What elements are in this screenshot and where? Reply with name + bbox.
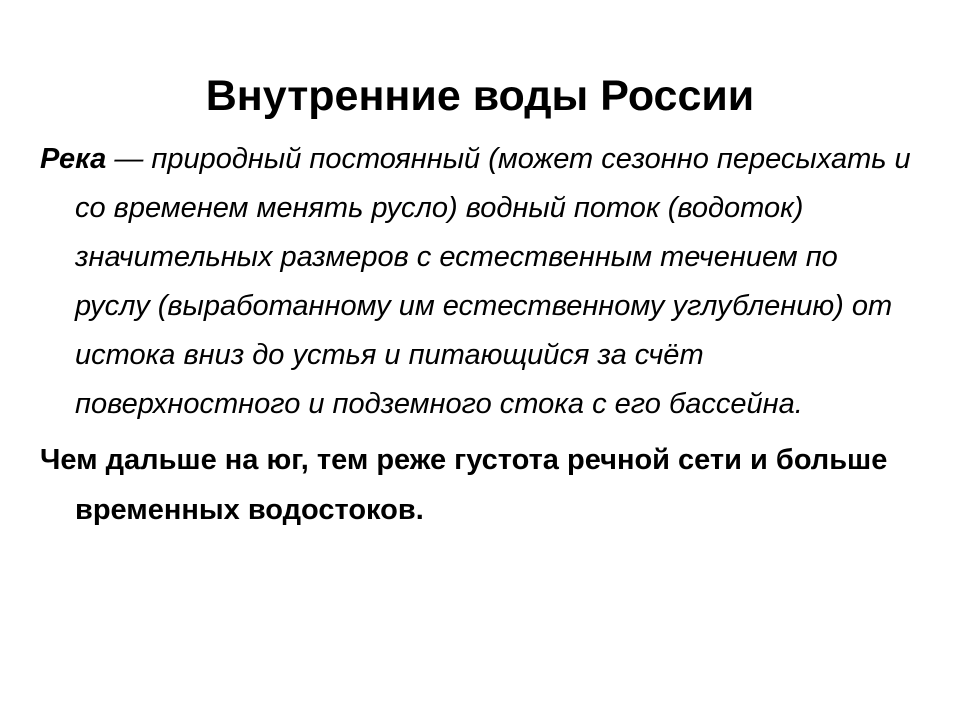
river-definition-paragraph [40,135,920,429]
definition-text: — природный постоянный (может сезонно пересыхать и со временем менять русло) водный поток (водоток) значительных размеров с естественным течением по руслу (выработанному им естественному углублению) от истока вниз до устья и питающийся за счёт поверхностного и подземного стока с его бассейна. [75,143,911,420]
definition-term: Река [40,143,107,175]
slide-title: Внутренние воды России [205,72,755,120]
river-network-statement: Чем дальше на юг, тем реже густота речной сети и больше временных водостоков. [40,444,888,526]
slide-body [40,135,920,535]
